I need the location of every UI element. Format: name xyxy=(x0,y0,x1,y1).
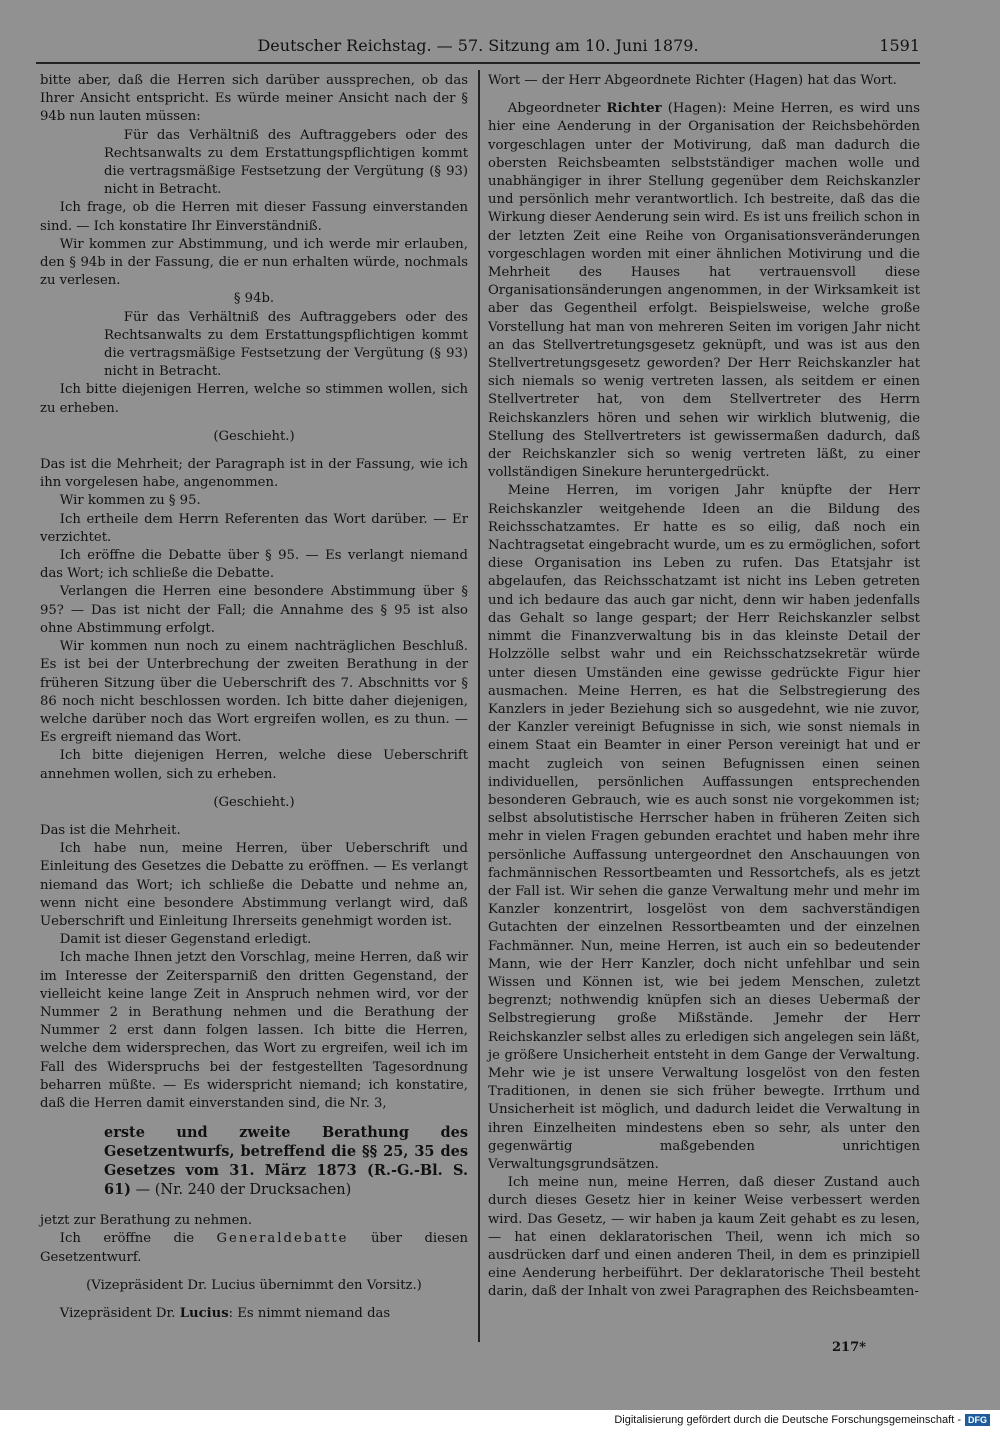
paragraph: Verlangen die Herren eine besondere Abstimmung über § 95? — Das ist nicht der Fall; die Annahme des § 95 ist also ohne Abstimmung erfolgt. xyxy=(40,584,468,636)
paragraph: Ich frage, ob die Herren mit dieser Fassung einverstanden sind. — Ich konstatire Ihr Einverständniß. xyxy=(40,200,468,234)
stage-direction: (Geschieht.) xyxy=(213,794,295,810)
speaker-name: Richter xyxy=(606,101,662,117)
paragraph: Ich eröffne die Debatte über § 95. — Es verlangt niemand das Wort; ich schließe die Debatte. xyxy=(40,548,468,582)
footer xyxy=(614,1414,990,1426)
text-run: (Hagen): Meine Herren, es wird uns hier eine Aenderung in der Organisation der Reichsbehörden vorgeschlagen unter der Motivirung, daß man dadurch die obersten Reichsbeamten selbstständiger machen wolle und unabhängiger in ihrer Stellung gegenüber dem Reichskanzler und persönlich mehr verantwortlich. Ich bestreite, daß das die Wirkung dieser Aenderung sein wird. Es ist uns freilich schon in der letzten Zeit eine Reihe von Organisationsveränderungen vorgeschlagen worden mit einer ähnlichen Motivirung und die Mehrheit des Hauses hat vertrauensvoll diese Organisationsänderungen angenommen, in der Wirksamkeit ist aber das Gegentheil erfolgt. Beispielsweise, welche große Vorstellung hat man von mehreren Seiten im vorigen Jahr nicht an das Stellvertretungsgesetz geknüpft, und was ist aus den Stellvertretungsgesetz geworden? Der Herr Reichskanzler hat sich niemals so wenig vertreten lassen, als seitdem er einen Stellvertreter hat, von dem Stellvertreter des Herrn Reichskanzlers hören und sehen wir wirklich blutwenig, die Stellung des Stellvertreters ist gewissermaßen dadurch, daß der Reichskanzler sich so wenig vertreten läßt, zu einer vollständigen Sinekure heruntergedrückt. xyxy=(488,101,920,481)
speaker-name: Lucius xyxy=(179,1305,229,1321)
paragraph: Das ist die Mehrheit; der Paragraph ist in der Fassung, wie ich ihn vorgelesen habe, angenommen. xyxy=(40,457,468,491)
stage-direction: (Geschieht.) xyxy=(213,428,295,444)
text-run: Ich eröffne die xyxy=(59,1231,217,1247)
paragraph: Wir kommen zu § 95. xyxy=(59,493,201,509)
agenda-item-reference: — (Nr. 240 der Drucksachen) xyxy=(131,1182,352,1199)
dfg-logo: DFG xyxy=(965,1414,990,1426)
left-column xyxy=(40,72,468,1323)
agenda-item xyxy=(104,1123,468,1200)
signature-mark: 217* xyxy=(832,1340,866,1355)
column-divider xyxy=(478,70,480,1342)
quoted-paragraph: Für das Verhältniß des Auftraggebers oder des Rechtsanwalts zu dem Erstattungspflichtigen kommt die vertragsmäßige Festsetzung der Vergütung (§ 93) nicht in Betracht. xyxy=(104,127,468,198)
text-run: : Es nimmt niemand das xyxy=(228,1305,391,1321)
paragraph xyxy=(488,100,920,482)
paragraph: Meine Herren, im vorigen Jahr knüpfte der Herr Reichskanzler weitgehende Ideen an die Bildung des Reichsschatzamtes. Er hatte es so eilig, daß noch ein Nachtragsetat eingebracht wurde, um es zu ermöglichen, sofort diese Organisation ins Leben zu rufen. Das Etatsjahr ist abgelaufen, das Reichsschatzamt ist nicht ins Leben getreten und ich bedaure das auch gar nicht, denn wir haben jedenfalls das Gehalt so lange gespart; der Herr Reichskanzler selbst nimmt die Finanzverwaltung bis in das kleinste Detail der Holzzölle selbst wahr und ein Reichsschatzsekretär würde unter diesen Umständen eine gewisse gedrückte Figur hier ausmachen. Meine Herren, es hat die Selbstregierung des Kanzlers in jeder Beziehung sich so ausgedehnt, wie nie zuvor, der Kanzler vereinigt Befugnisse in sich, wie sonst niemals in einem Staat ein Beamter in einer Person vereinigt hat und er macht zugleich von seinen Befugnissen einen seinen individuellen, persönlichen Auffassungen entsprechenden besonderen Gebrauch, wie es auch sonst nie vorgekommen ist; selbst absolutistische Herrscher haben in früheren Zeiten sich mehr in vielen Fragen gebunden erachtet und haben mehr ihre persönliche Auffassung untergeordnet den Anschauungen von fachmännischen Ressortbeamten und Ressortchefs, als es jetzt der Fall ist. Wir sehen die ganze Verwaltung mehr und mehr im Kanzler konzentrirt, losgelöst von dem sachverständigen Gutachten der einzelnen Ressortbeamten und der einzelnen Fachmänner. Nun, meine Herren, ist auch ein so bedeutender Mann, wie der Herr Kanzler, doch nicht unfehlbar und sein Wissen und Können ist, wie bei jedem Menschen, zuletzt begrenzt; nothwendig knüpfen sich an dieses Uebermaß der Selbstregierung große Mißstände. Jemehr der Herr Reichskanzler selbst alles zu erledigen sich angelegen sein läßt, je größere Unsicherheit entsteht in dem Gange der Verwaltung. Mehr wie je ist unsere Verwaltung losgelöst von den festen Traditionen, in denen sie sich früher bewegte. Irrthum und Unsicherheit ist möglich, und dadurch leidet die Verwaltung in ihren Einzelheiten mindestens eben so sehr, als unter den gegenwärtig maßgebenden unrichtigen Verwaltungsgrundsätzen. xyxy=(488,483,920,1172)
text-run: über diesen Gesetzentwurf. xyxy=(40,1231,468,1265)
paragraph: Das ist die Mehrheit. xyxy=(40,822,181,838)
paragraph: bitte aber, daß die Herren sich darüber aussprechen, ob das Ihrer Ansicht entspricht. Es würde meiner Ansicht nach der § 94b nun lauten müssen: xyxy=(40,73,468,125)
text-run: Abgeordneter xyxy=(507,101,607,117)
paragraph: Ich bitte diejenigen Herren, welche so stimmen wollen, sich zu erheben. xyxy=(40,382,468,416)
paragraph xyxy=(40,1230,468,1266)
paragraph: jetzt zur Berathung zu nehmen. xyxy=(40,1213,253,1229)
paragraph: Wir kommen zur Abstimmung, und ich werde mir erlauben, den § 94b in der Fassung, die er nun erhalten würde, nochmals zu verlesen. xyxy=(40,236,468,289)
header-rule xyxy=(36,62,920,64)
emphasis: Generaldebatte xyxy=(216,1231,349,1247)
agenda-item-title: erste und zweite Berathung des Gesetzentwurfs, betreffend die §§ 25, 35 des Gesetzes vom 31. März 1873 (R.-G.-Bl. S. 61) xyxy=(104,1124,468,1199)
footer-text: Digitalisierung gefördert durch die Deutsche Forschungsgemeinschaft - xyxy=(614,1414,961,1426)
stage-direction: (Vizepräsident Dr. Lucius übernimmt den Vorsitz.) xyxy=(86,1277,422,1293)
text-run: Vizepräsident Dr. xyxy=(59,1305,180,1321)
quoted-paragraph: Für das Verhältniß des Auftraggebers oder des Rechtsanwalts zu dem Erstattungspflichtigen kommt die vertragsmäßige Festsetzung der Vergütung (§ 93) nicht in Betracht. xyxy=(104,309,468,380)
paragraph: Ich meine nun, meine Herren, daß dieser Zustand auch durch dieses Gesetz hier in keiner Weise verbessert werden wird. Das Gesetz, — wir haben ja kaum Zeit gehabt es zu lesen, — hat einen deklaratorischen Theil, wenn ich mich so ausdrücken darf und einen anderen Theil, in dem es prinzipiell eine Aenderung herbeiführt. Der deklaratorische Theil besteht darin, daß der Inhalt von zwei Paragraphen des Reichsbeamten- xyxy=(488,1175,920,1300)
page-header xyxy=(36,36,920,62)
header-title: Deutscher Reichstag. — 57. Sitzung am 10. Juni 1879. xyxy=(257,36,699,55)
paragraph: Ich ertheile dem Herrn Referenten das Wort darüber. — Er verzichtet. xyxy=(40,511,468,545)
paragraph: Ich habe nun, meine Herren, über Ueberschrift und Einleitung des Gesetzes die Debatte zu eröffnen. — Es verlangt niemand das Wort; ich schließe die Debatte und nehme an, wenn nicht eine besondere Abstimmung verlangt wird, daß Ueberschrift und Einleitung Ihrerseits genehmigt worden ist. xyxy=(40,841,468,929)
paragraph: Wir kommen nun noch zu einem nachträglichen Beschluß. Es ist bei der Unterbrechung der zweiten Berathung in der früheren Sitzung über die Ueberschrift des 7. Abschnitts vor § 86 noch nicht beschlossen worden. Ich bitte daher diejenigen, welche darüber noch das Wort ergreifen wollen, es zu thun. — Es ergreift niemand das Wort. xyxy=(40,639,468,746)
paragraph xyxy=(40,1305,468,1323)
paragraph: Ich bitte diejenigen Herren, welche diese Ueberschrift annehmen wollen, sich zu erheben. xyxy=(40,748,468,782)
paragraph: Wort — der Herr Abgeordnete Richter (Hagen) hat das Wort. xyxy=(488,73,897,88)
page-number: 1591 xyxy=(879,36,920,55)
paragraph: Damit ist dieser Gegenstand erledigt. xyxy=(59,932,312,948)
right-column xyxy=(488,72,920,1302)
paragraph: Ich mache Ihnen jetzt den Vorschlag, meine Herren, daß wir im Interesse der Zeitersparniß den dritten Gegenstand, der vielleicht keine lange Zeit in Anspruch nehmen wird, vor der Nummer 2 in Berathung nehmen und die Berathung der Nummer 2 erst dann folgen lassen. Ich bitte die Herren, welche dem widersprechen, das Wort zu ergreifen, weil ich im Fall des Widerspruchs bei der festgestellten Tagesordnung beharren müßte. — Es widerspricht niemand; ich konstatire, daß die Herren damit einverstanden sind, die Nr. 3, xyxy=(40,950,468,1111)
section-heading: § 94b. xyxy=(233,291,275,307)
